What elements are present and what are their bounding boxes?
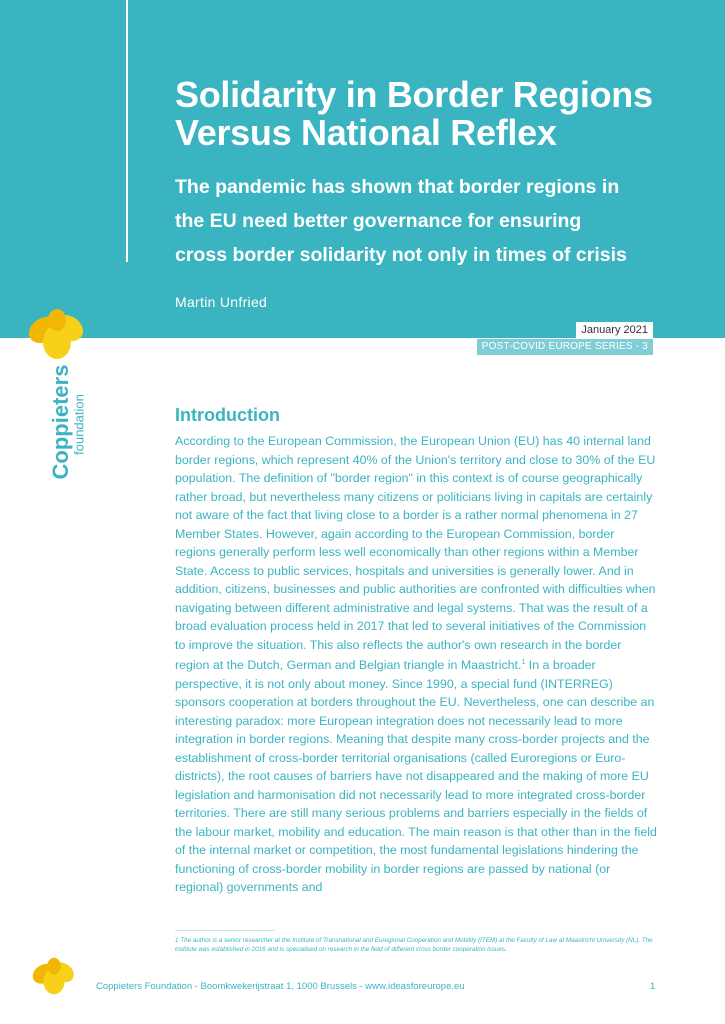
subtitle-line-3: cross border solidarity not only in times of crisis	[175, 244, 627, 266]
body-text-part-1: According to the European Commission, the European Union (EU) has 40 internal land border regions, which represent 40% of the Union's territory and close to 30% of the EU population. The definition of "border region" in this context is of course geographically rather broad, but nevertheless many citizens or politicians living in capitals are certainly not aware of the fact that living close to a border is a rather normal phenomena in 27 Member States. However, again according to the European Commission, border regions generally perform less well economically than other regions within a Member State. Access to public services, hospitals and universities is generally lower. And in addition, citizens, businesses and public authorities are confronted with difficulties when navigating between different administrative and legal systems. That was the result of a broad evaluation process held in 2017 that led to several initiatives of the Commission to improve the situation. This also reflects the author's own research in the border region at the Dutch, German and Belgian triangle in Maastricht.	[175, 434, 656, 673]
subtitle-line-2: the EU need better governance for ensuring	[175, 210, 582, 232]
brand-name: Coppieters	[48, 364, 73, 480]
author-name: Martin Unfried	[175, 294, 268, 310]
title-line-1: Solidarity in Border Regions	[175, 74, 653, 115]
subtitle-line-1: The pandemic has shown that border regions in	[175, 176, 620, 198]
footer-address: Coppieters Foundation - Boomkwekerijstraat 1, 1000 Brussels - www.ideasforeurope.eu	[96, 981, 465, 992]
footnote-divider	[175, 930, 275, 931]
brand-subtitle: foundation	[71, 394, 87, 455]
footnote-reference[interactable]: 1	[521, 659, 526, 666]
footer-flower-logo-icon	[26, 954, 82, 998]
body-paragraph	[175, 432, 657, 897]
series-label: POST-COVID EUROPE SERIES - 3	[477, 339, 653, 355]
page-number: 1	[650, 981, 656, 992]
page-title	[175, 76, 715, 152]
flower-petals-logo-icon	[22, 306, 92, 364]
title-line-2: Versus National Reflex	[175, 112, 557, 153]
brand-vertical	[34, 364, 87, 500]
header-vertical-rule	[126, 0, 128, 262]
body-text-part-2: In a broader perspective, it is not only about money. Since 1990, a special fund (INTERREG) sponsors cooperation at borders throughout the EU. Nevertheless, one can describe an interesting paradox: more European integration does not necessarily lead to more integration in border regions. Meaning that despite many cross-border projects and the establishment of cross-border territorial organisations (called Euroregions or Euro-districts), the root causes of barriers have not disappeared and the making of more EU legislation and harmonisation did not necessarily lead to more integrated cross-border territories. There are still many serious problems and barriers especially in the fields of the labour market, mobility and education. The main reason is that other than in the field of the internal market or competition, the most fundamental legislations hindering the functioning of cross-border mobility in border regions are passed by national (or regional) governments and	[175, 658, 657, 895]
header-band	[0, 0, 725, 338]
section-heading: Introduction	[175, 405, 280, 425]
footnote: 1 The author is a senior researcher at the Institute of Transnational and Euregional Cooperation and Mobility (ITEM) at the Faculty of Law at Maastricht University (NL). The institute was established in 2016 and is specialised on research in the field of different cross border cooperation issues.	[175, 937, 653, 953]
page-subtitle	[175, 170, 715, 272]
publication-date: January 2021	[576, 322, 653, 338]
